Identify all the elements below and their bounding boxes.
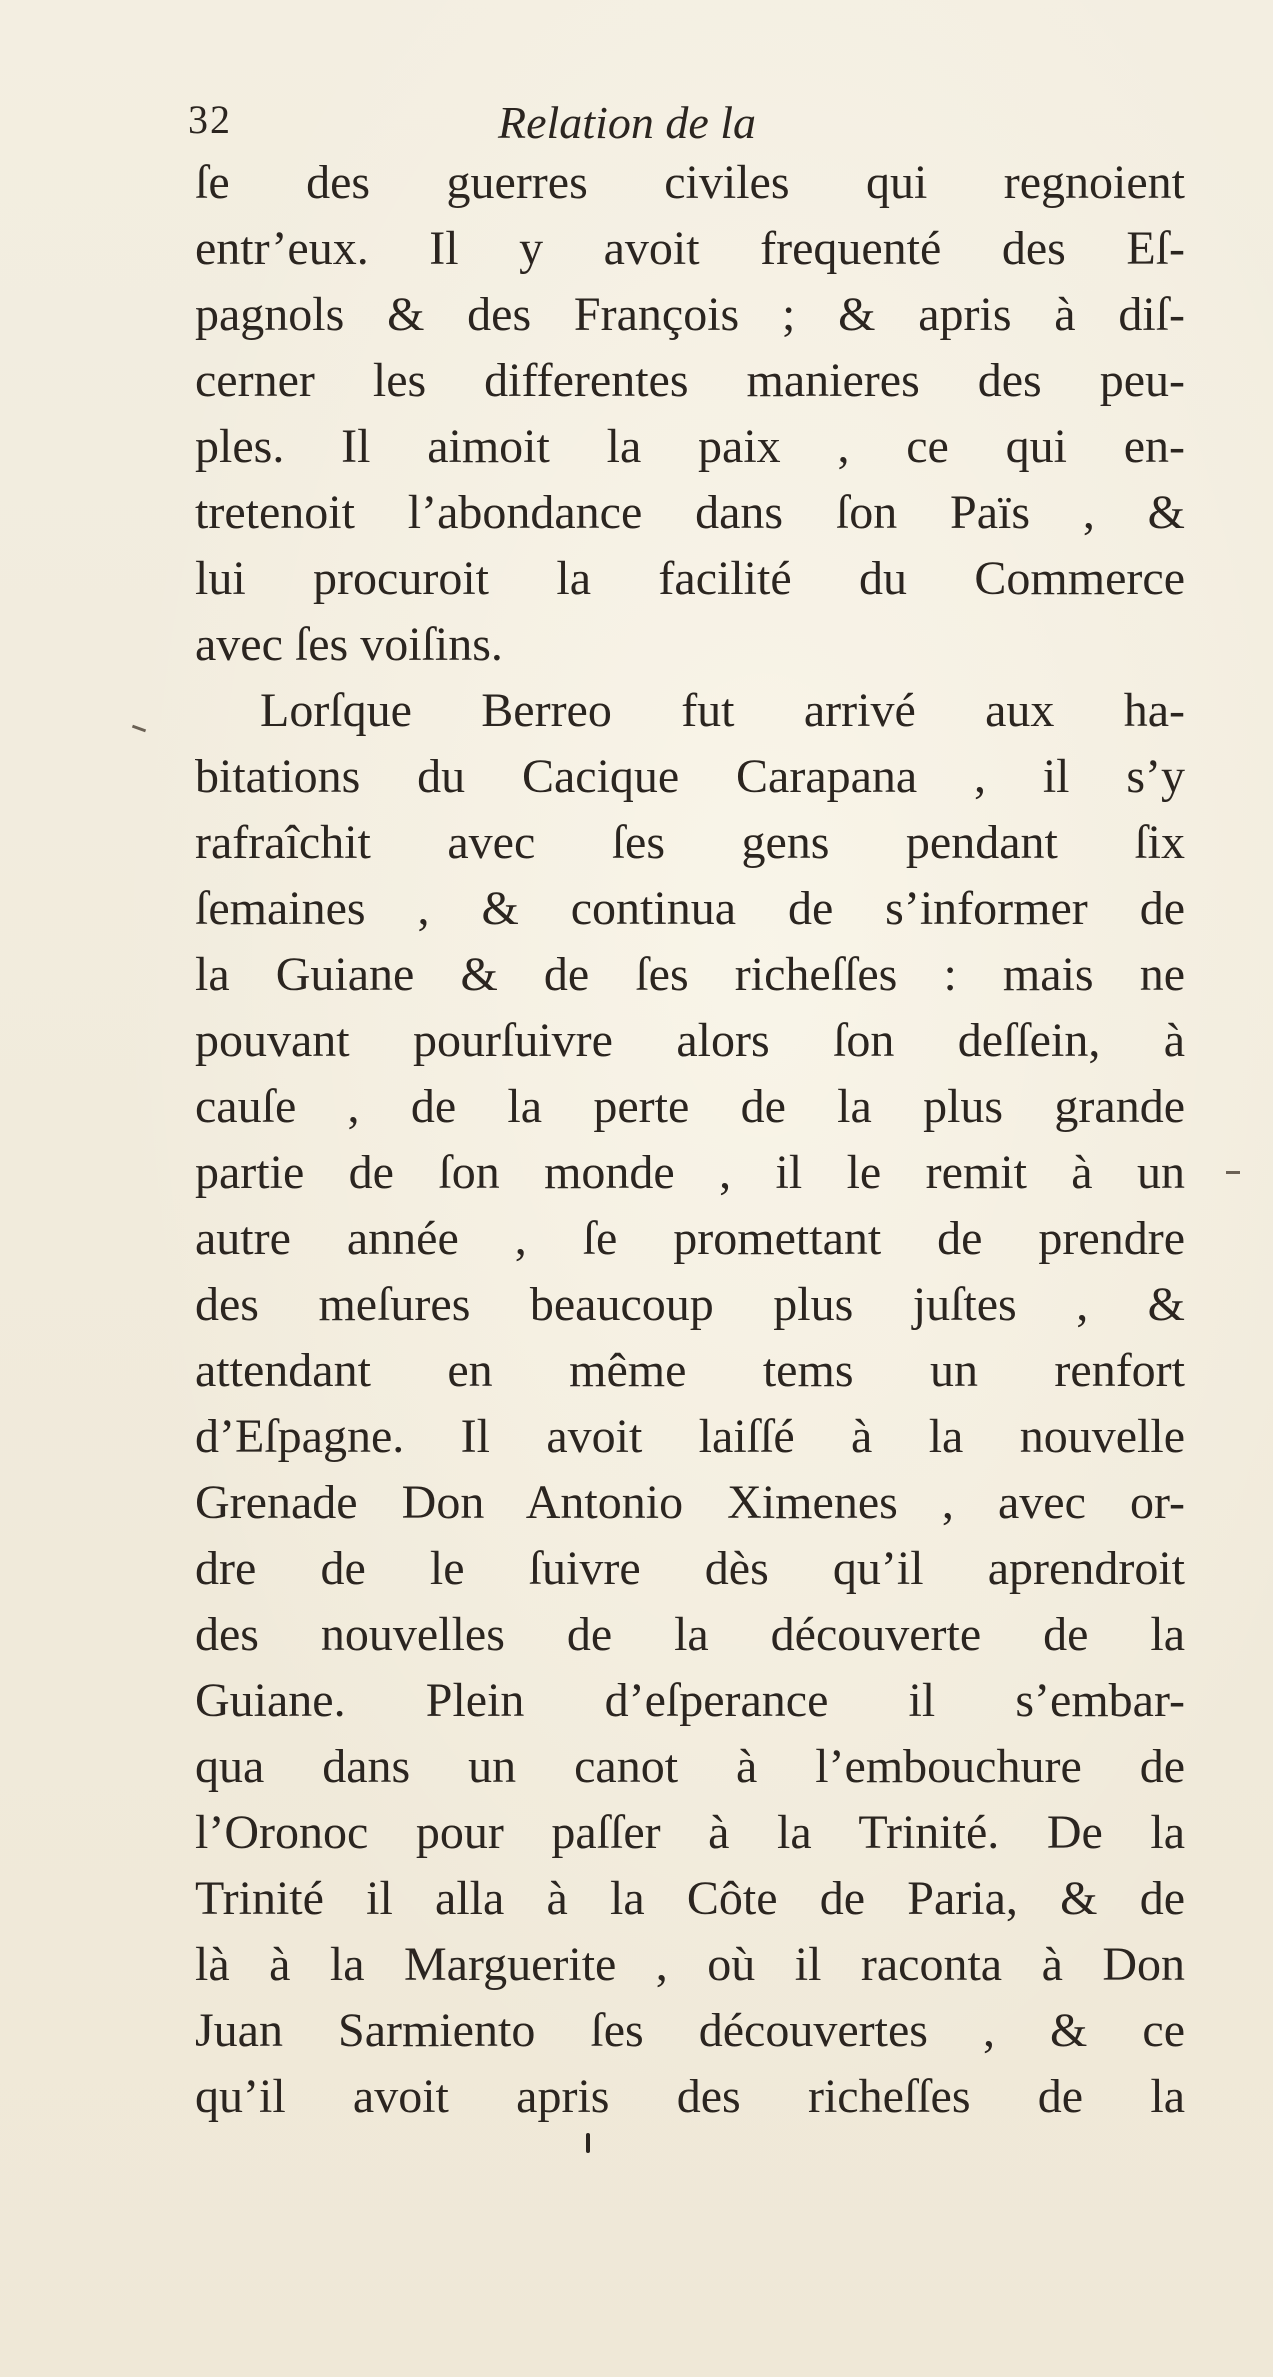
text-line: avec ſes voiſins. bbox=[195, 618, 503, 671]
text-line: d’Eſpagne. Il avoit laiſſé à la nouvelle bbox=[195, 1410, 1185, 1463]
page-number: 32 bbox=[188, 97, 232, 142]
text-line: ſe des guerres civiles qui regnoient bbox=[195, 156, 1185, 209]
text-line: qu’il avoit apris des richeſſes de la bbox=[195, 2070, 1185, 2123]
text-line: cerner les differentes manieres des peu- bbox=[195, 354, 1185, 407]
text-line: là à la Marguerite , où il raconta à Don bbox=[195, 1938, 1185, 1991]
text-line: pagnols & des François ; & apris à diſ- bbox=[195, 288, 1185, 341]
text-line: ſemaines , & continua de s’informer de bbox=[195, 882, 1185, 935]
text-line: lui procuroit la facilité du Commerce bbox=[195, 552, 1185, 605]
text-line: autre année , ſe promettant de prendre bbox=[195, 1212, 1185, 1265]
text-line: cauſe , de la perte de la plus grande bbox=[195, 1080, 1185, 1133]
text-line: Trinité il alla à la Côte de Paria, & de bbox=[195, 1872, 1185, 1925]
text-line: Juan Sarmiento ſes découvertes , & ce bbox=[195, 2004, 1185, 2057]
text-line: la Guiane & de ſes richeſſes : mais ne bbox=[195, 948, 1185, 1001]
running-head: Relation de la bbox=[498, 97, 757, 148]
signature-mark bbox=[586, 2133, 590, 2153]
text-line: entr’eux. Il y avoit frequenté des Eſ- bbox=[195, 222, 1185, 275]
text-line: l’Oronoc pour paſſer à la Trinité. De la bbox=[195, 1806, 1185, 1859]
text-line: rafraîchit avec ſes gens pendant ſix bbox=[195, 816, 1185, 869]
text-line: attendant en même tems un renfort bbox=[195, 1344, 1185, 1397]
text-line: pouvant pourſuivre alors ſon deſſein, à bbox=[195, 1014, 1185, 1067]
text-line: tretenoit l’abondance dans ſon Païs , & bbox=[195, 486, 1185, 539]
text-line: Grenade Don Antonio Ximenes , avec or- bbox=[195, 1476, 1185, 1529]
text-line: dre de le ſuivre dès qu’il aprendroit bbox=[195, 1542, 1185, 1595]
text-line: des meſures beaucoup plus juſtes , & bbox=[195, 1278, 1185, 1331]
page-header bbox=[188, 96, 1088, 156]
text-line: qua dans un canot à l’embouchure de bbox=[195, 1740, 1185, 1793]
text-line: partie de ſon monde , il le remit à un bbox=[195, 1146, 1185, 1199]
text-line: Lorſque Berreo fut arrivé aux ha- bbox=[260, 684, 1185, 737]
margin-mark bbox=[132, 725, 146, 733]
text-line: ples. Il aimoit la paix , ce qui en- bbox=[195, 420, 1185, 473]
text-line: Guiane. Plein d’eſperance il s’embar- bbox=[195, 1674, 1185, 1727]
text-line: des nouvelles de la découverte de la bbox=[195, 1608, 1185, 1661]
body-text bbox=[195, 150, 1185, 2130]
text-line: bitations du Cacique Carapana , il s’y bbox=[195, 750, 1185, 803]
margin-mark bbox=[1226, 1171, 1240, 1174]
